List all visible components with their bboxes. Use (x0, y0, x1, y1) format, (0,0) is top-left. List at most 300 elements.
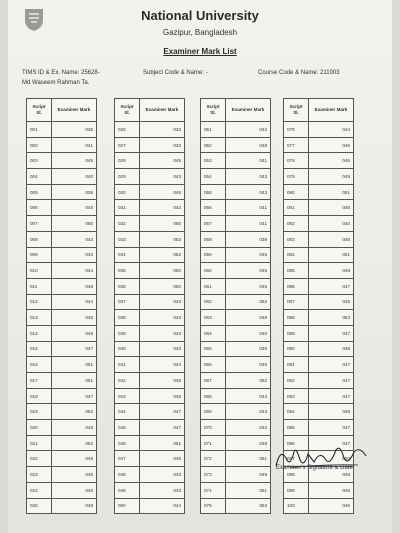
examiner-mark: 046 (309, 231, 354, 247)
table-row (27, 169, 97, 185)
table-row (115, 467, 185, 483)
examiner-mark: 051 (52, 373, 97, 389)
examiner-mark: 048 (309, 341, 354, 357)
script-serial: 041 (115, 357, 140, 373)
examiner-signature (270, 438, 380, 478)
table-row (115, 184, 185, 200)
table-row (284, 122, 354, 138)
examiner-mark: 042 (140, 200, 185, 216)
script-serial: 009 (27, 247, 52, 263)
script-serial: 066 (201, 357, 226, 373)
examiner-mark: 049 (309, 404, 354, 420)
script-serial: 055 (201, 184, 226, 200)
table-row (115, 482, 185, 498)
script-serial: 047 (115, 451, 140, 467)
examiner-mark: 048 (52, 420, 97, 436)
examiner-mark: 043 (226, 169, 271, 185)
examiner-mark: 047 (309, 325, 354, 341)
examiner-mark: 052 (226, 373, 271, 389)
script-serial: 024 (27, 482, 52, 498)
table-row (201, 341, 271, 357)
script-serial: 021 (27, 435, 52, 451)
script-serial: 052 (201, 137, 226, 153)
script-serial: 067 (201, 373, 226, 389)
script-serial: 035 (115, 263, 140, 279)
table-row (115, 451, 185, 467)
examiner-mark: 045 (226, 247, 271, 263)
table-row (27, 451, 97, 467)
script-serial: 059 (201, 247, 226, 263)
signature-label: Examiner's Signature & Date (276, 465, 353, 471)
table-row (284, 247, 354, 263)
examiner-mark: 043 (52, 247, 97, 263)
script-serial: 088 (284, 310, 309, 326)
examiner-mark: 043 (140, 169, 185, 185)
examiner-mark: 045 (226, 357, 271, 373)
examiner-mark: 050 (140, 263, 185, 279)
examiner-mark: 045 (52, 200, 97, 216)
table-row (27, 435, 97, 451)
column-header-script-sl: Script Sl. (115, 99, 140, 122)
script-serial: 011 (27, 278, 52, 294)
examiner-mark: 047 (309, 357, 354, 373)
table-row (201, 247, 271, 263)
examiner-mark: 040 (309, 216, 354, 232)
script-serial: 015 (27, 341, 52, 357)
table-row (284, 294, 354, 310)
table-row (115, 137, 185, 153)
examiner-mark: 045 (140, 388, 185, 404)
script-serial: 087 (284, 294, 309, 310)
script-serial: 095 (284, 420, 309, 436)
table-row (27, 278, 97, 294)
examiner-mark: 049 (52, 451, 97, 467)
script-serial: 008 (27, 231, 52, 247)
script-serial: 030 (115, 184, 140, 200)
examiner-mark: 047 (140, 420, 185, 436)
examiner-mark: 045 (226, 263, 271, 279)
table-row (27, 467, 97, 483)
table-row (115, 498, 185, 514)
examiner-mark: 045 (140, 451, 185, 467)
examiner-mark: 050 (140, 216, 185, 232)
script-serial: 038 (115, 310, 140, 326)
table-row (27, 122, 97, 138)
table-row (201, 137, 271, 153)
script-serial: 043 (115, 388, 140, 404)
table-row (27, 231, 97, 247)
script-serial: 042 (115, 373, 140, 389)
table-row (27, 200, 97, 216)
table-row (201, 294, 271, 310)
examiner-mark: 048 (226, 310, 271, 326)
table-row (27, 325, 97, 341)
examiner-mark: 048 (226, 435, 271, 451)
table-row (115, 216, 185, 232)
table-row (284, 388, 354, 404)
examiner-mark: 047 (140, 404, 185, 420)
examiner-mark: 043 (140, 467, 185, 483)
script-serial: 060 (201, 263, 226, 279)
table-row (284, 498, 354, 514)
examiner-mark: 041 (226, 200, 271, 216)
table-row (284, 200, 354, 216)
table-row (284, 153, 354, 169)
script-serial: 063 (201, 310, 226, 326)
examiner-mark: 032 (140, 122, 185, 138)
examiner-mark: 043 (226, 404, 271, 420)
script-serial: 032 (115, 216, 140, 232)
script-serial: 033 (115, 231, 140, 247)
table-row (27, 153, 97, 169)
script-serial: 006 (27, 200, 52, 216)
table-row (27, 341, 97, 357)
examiner-mark: 053 (140, 231, 185, 247)
table-row (201, 184, 271, 200)
script-serial: 057 (201, 216, 226, 232)
table-row (201, 200, 271, 216)
examiner-mark: 039 (226, 341, 271, 357)
examiner-name: Md Waseem Rahman Ta. (22, 80, 90, 86)
script-serial: 044 (115, 404, 140, 420)
script-serial: 086 (284, 278, 309, 294)
table-row (201, 373, 271, 389)
script-serial: 070 (201, 420, 226, 436)
examiner-mark: 048 (309, 263, 354, 279)
table-row (27, 482, 97, 498)
examiner-mark: 051 (226, 482, 271, 498)
script-serial: 005 (27, 184, 52, 200)
table-row (27, 420, 97, 436)
examiner-mark: 048 (309, 467, 354, 483)
script-serial: 003 (27, 153, 52, 169)
script-serial: 097 (284, 451, 309, 467)
table-row (115, 200, 185, 216)
table-row (115, 310, 185, 326)
script-serial: 089 (284, 325, 309, 341)
script-serial: 004 (27, 169, 52, 185)
script-serial: 061 (201, 278, 226, 294)
tims-id: TIMS ID & Ex. Name: 25628- (22, 70, 100, 76)
script-serial: 023 (27, 467, 52, 483)
examiner-mark: 045 (52, 153, 97, 169)
table-row (201, 310, 271, 326)
script-serial: 025 (27, 498, 52, 514)
examiner-mark: 047 (52, 388, 97, 404)
examiner-mark: 049 (52, 325, 97, 341)
table-row (115, 341, 185, 357)
table-row (27, 310, 97, 326)
examiner-mark: 044 (309, 122, 354, 138)
table-row (284, 325, 354, 341)
university-name: National University (141, 8, 259, 23)
column-header-script-sl: Script Sl. (284, 99, 309, 122)
table-row (115, 247, 185, 263)
examiner-mark: 051 (140, 435, 185, 451)
script-serial: 034 (115, 247, 140, 263)
examiner-mark: 043 (140, 341, 185, 357)
script-serial: 099 (284, 482, 309, 498)
table-row (115, 325, 185, 341)
table-row (115, 357, 185, 373)
script-serial: 100 (284, 498, 309, 514)
script-serial: 081 (284, 200, 309, 216)
script-serial: 026 (115, 122, 140, 138)
examiner-mark: 044 (226, 388, 271, 404)
table-row (27, 247, 97, 263)
examiner-mark: 046 (52, 482, 97, 498)
table-row (115, 263, 185, 279)
examiner-mark: 047 (309, 435, 354, 451)
script-serial: 037 (115, 294, 140, 310)
table-row (284, 310, 354, 326)
examiner-mark: 045 (140, 373, 185, 389)
script-serial: 091 (284, 357, 309, 373)
script-serial: 014 (27, 325, 52, 341)
examiner-mark: 046 (309, 137, 354, 153)
script-serial: 013 (27, 310, 52, 326)
table-row (201, 357, 271, 373)
script-serial: 098 (284, 467, 309, 483)
table-row (115, 278, 185, 294)
subject-info: Subject Code & Name: - (143, 70, 208, 76)
table-row (115, 122, 185, 138)
examiner-mark: 043 (52, 231, 97, 247)
examiner-mark: 045 (52, 467, 97, 483)
examiner-mark: 052 (140, 247, 185, 263)
examiner-mark: 045 (52, 310, 97, 326)
script-serial: 046 (115, 435, 140, 451)
script-serial: 079 (284, 169, 309, 185)
table-row (27, 498, 97, 514)
table-row (284, 231, 354, 247)
examiner-mark: 047 (309, 373, 354, 389)
examiner-mark: 051 (226, 451, 271, 467)
script-serial: 010 (27, 263, 52, 279)
examiner-mark: 045 (226, 278, 271, 294)
script-serial: 069 (201, 404, 226, 420)
examiner-mark: 048 (52, 498, 97, 514)
table-row (201, 404, 271, 420)
sheet-heading: Examiner Mark List (163, 47, 237, 56)
examiner-mark: 047 (309, 278, 354, 294)
examiner-mark: 043 (140, 325, 185, 341)
script-serial: 053 (201, 153, 226, 169)
script-serial: 080 (284, 184, 309, 200)
script-serial: 094 (284, 404, 309, 420)
examiner-mark: 043 (140, 294, 185, 310)
examiner-mark: 052 (52, 435, 97, 451)
table-row (284, 404, 354, 420)
table-row (27, 357, 97, 373)
table-row (201, 498, 271, 514)
script-serial: 019 (27, 404, 52, 420)
table-row (284, 373, 354, 389)
table-row (27, 404, 97, 420)
table-row (284, 169, 354, 185)
column-header-examiner-mark: Examiner Mark (52, 99, 97, 122)
examiner-mark: 045 (140, 153, 185, 169)
examiner-mark: 046 (309, 200, 354, 216)
examiner-mark: 041 (52, 137, 97, 153)
examiner-mark: 040 (226, 325, 271, 341)
script-serial: 084 (284, 247, 309, 263)
script-serial: 028 (115, 153, 140, 169)
script-serial: 078 (284, 153, 309, 169)
table-row (201, 263, 271, 279)
mark-table-1 (26, 98, 97, 514)
table-row (284, 278, 354, 294)
script-serial: 016 (27, 357, 52, 373)
table-row (201, 122, 271, 138)
column-header-script-sl: Script Sl. (27, 99, 52, 122)
table-row (115, 404, 185, 420)
table-row (201, 169, 271, 185)
examiner-mark: 050 (52, 216, 97, 232)
script-serial: 027 (115, 137, 140, 153)
examiner-mark: 044 (52, 263, 97, 279)
script-serial: 051 (201, 122, 226, 138)
script-serial: 050 (115, 498, 140, 514)
table-row (115, 435, 185, 451)
table-row (201, 435, 271, 451)
examiner-mark: 041 (226, 216, 271, 232)
script-serial: 071 (201, 435, 226, 451)
table-row (201, 278, 271, 294)
script-serial: 076 (284, 122, 309, 138)
table-row (201, 467, 271, 483)
script-serial: 036 (115, 278, 140, 294)
table-row (284, 341, 354, 357)
table-row (284, 216, 354, 232)
script-serial: 018 (27, 388, 52, 404)
table-row (201, 388, 271, 404)
table-row (201, 451, 271, 467)
script-serial: 065 (201, 341, 226, 357)
examiner-mark: 046 (309, 482, 354, 498)
examiner-mark: 050 (140, 278, 185, 294)
script-serial: 007 (27, 216, 52, 232)
script-serial: 049 (115, 482, 140, 498)
script-serial: 040 (115, 341, 140, 357)
script-serial: 022 (27, 451, 52, 467)
script-serial: 054 (201, 169, 226, 185)
script-serial: 075 (201, 498, 226, 514)
examiner-mark: 051 (309, 184, 354, 200)
script-serial: 072 (201, 451, 226, 467)
examiner-mark: 052 (52, 404, 97, 420)
script-serial: 073 (201, 467, 226, 483)
table-row (115, 388, 185, 404)
examiner-mark: 035 (52, 122, 97, 138)
examiner-mark: 044 (140, 357, 185, 373)
table-row (201, 153, 271, 169)
table-row (201, 482, 271, 498)
table-row (284, 184, 354, 200)
examiner-mark: 047 (309, 420, 354, 436)
examiner-mark: 050 (309, 451, 354, 467)
examiner-mark: 051 (309, 247, 354, 263)
examiner-mark: 047 (52, 341, 97, 357)
examiner-mark: 044 (52, 294, 97, 310)
examiner-mark: 053 (309, 310, 354, 326)
script-serial: 082 (284, 216, 309, 232)
table-row (115, 294, 185, 310)
examiner-mark: 053 (226, 498, 271, 514)
examiner-mark: 039 (226, 231, 271, 247)
table-row (115, 169, 185, 185)
table-row (201, 231, 271, 247)
script-serial: 077 (284, 137, 309, 153)
examiner-mark: 036 (52, 184, 97, 200)
mark-table-2 (114, 98, 185, 514)
examiner-mark: 049 (226, 467, 271, 483)
table-row (27, 294, 97, 310)
examiner-mark: 042 (226, 122, 271, 138)
examiner-mark: 046 (309, 498, 354, 514)
table-row (27, 137, 97, 153)
table-row (115, 373, 185, 389)
script-serial: 064 (201, 325, 226, 341)
table-row (115, 231, 185, 247)
course-info: Course Code & Name: 211003 (258, 70, 340, 76)
examiner-mark: 044 (140, 498, 185, 514)
examiner-mark: 049 (309, 169, 354, 185)
examiner-mark: 046 (309, 153, 354, 169)
script-serial: 056 (201, 200, 226, 216)
script-serial: 093 (284, 388, 309, 404)
table-row (284, 137, 354, 153)
table-row (115, 153, 185, 169)
table-row (27, 184, 97, 200)
table-row (27, 373, 97, 389)
script-serial: 017 (27, 373, 52, 389)
script-serial: 085 (284, 263, 309, 279)
university-location: Gazipur, Bangladesh (162, 28, 238, 37)
table-row (201, 216, 271, 232)
table-row (115, 420, 185, 436)
table-row (201, 325, 271, 341)
script-serial: 074 (201, 482, 226, 498)
script-serial: 012 (27, 294, 52, 310)
script-serial: 029 (115, 169, 140, 185)
script-serial: 031 (115, 200, 140, 216)
script-serial: 092 (284, 373, 309, 389)
examiner-mark: 046 (140, 184, 185, 200)
examiner-mark: 052 (226, 294, 271, 310)
examiner-mark: 042 (226, 420, 271, 436)
table-row (27, 388, 97, 404)
table-row (284, 420, 354, 436)
column-header-examiner-mark: Examiner Mark (226, 99, 271, 122)
table-row (27, 263, 97, 279)
examiner-mark: 048 (52, 278, 97, 294)
script-serial: 039 (115, 325, 140, 341)
examiner-mark: 048 (226, 137, 271, 153)
examiner-mark: 045 (309, 294, 354, 310)
script-serial: 083 (284, 231, 309, 247)
examiner-mark: 047 (309, 388, 354, 404)
column-header-examiner-mark: Examiner Mark (309, 99, 354, 122)
script-serial: 068 (201, 388, 226, 404)
script-serial: 045 (115, 420, 140, 436)
script-serial: 020 (27, 420, 52, 436)
script-serial: 062 (201, 294, 226, 310)
column-header-script-sl: Script Sl. (201, 99, 226, 122)
script-serial: 001 (27, 122, 52, 138)
table-row (284, 263, 354, 279)
script-serial: 090 (284, 341, 309, 357)
